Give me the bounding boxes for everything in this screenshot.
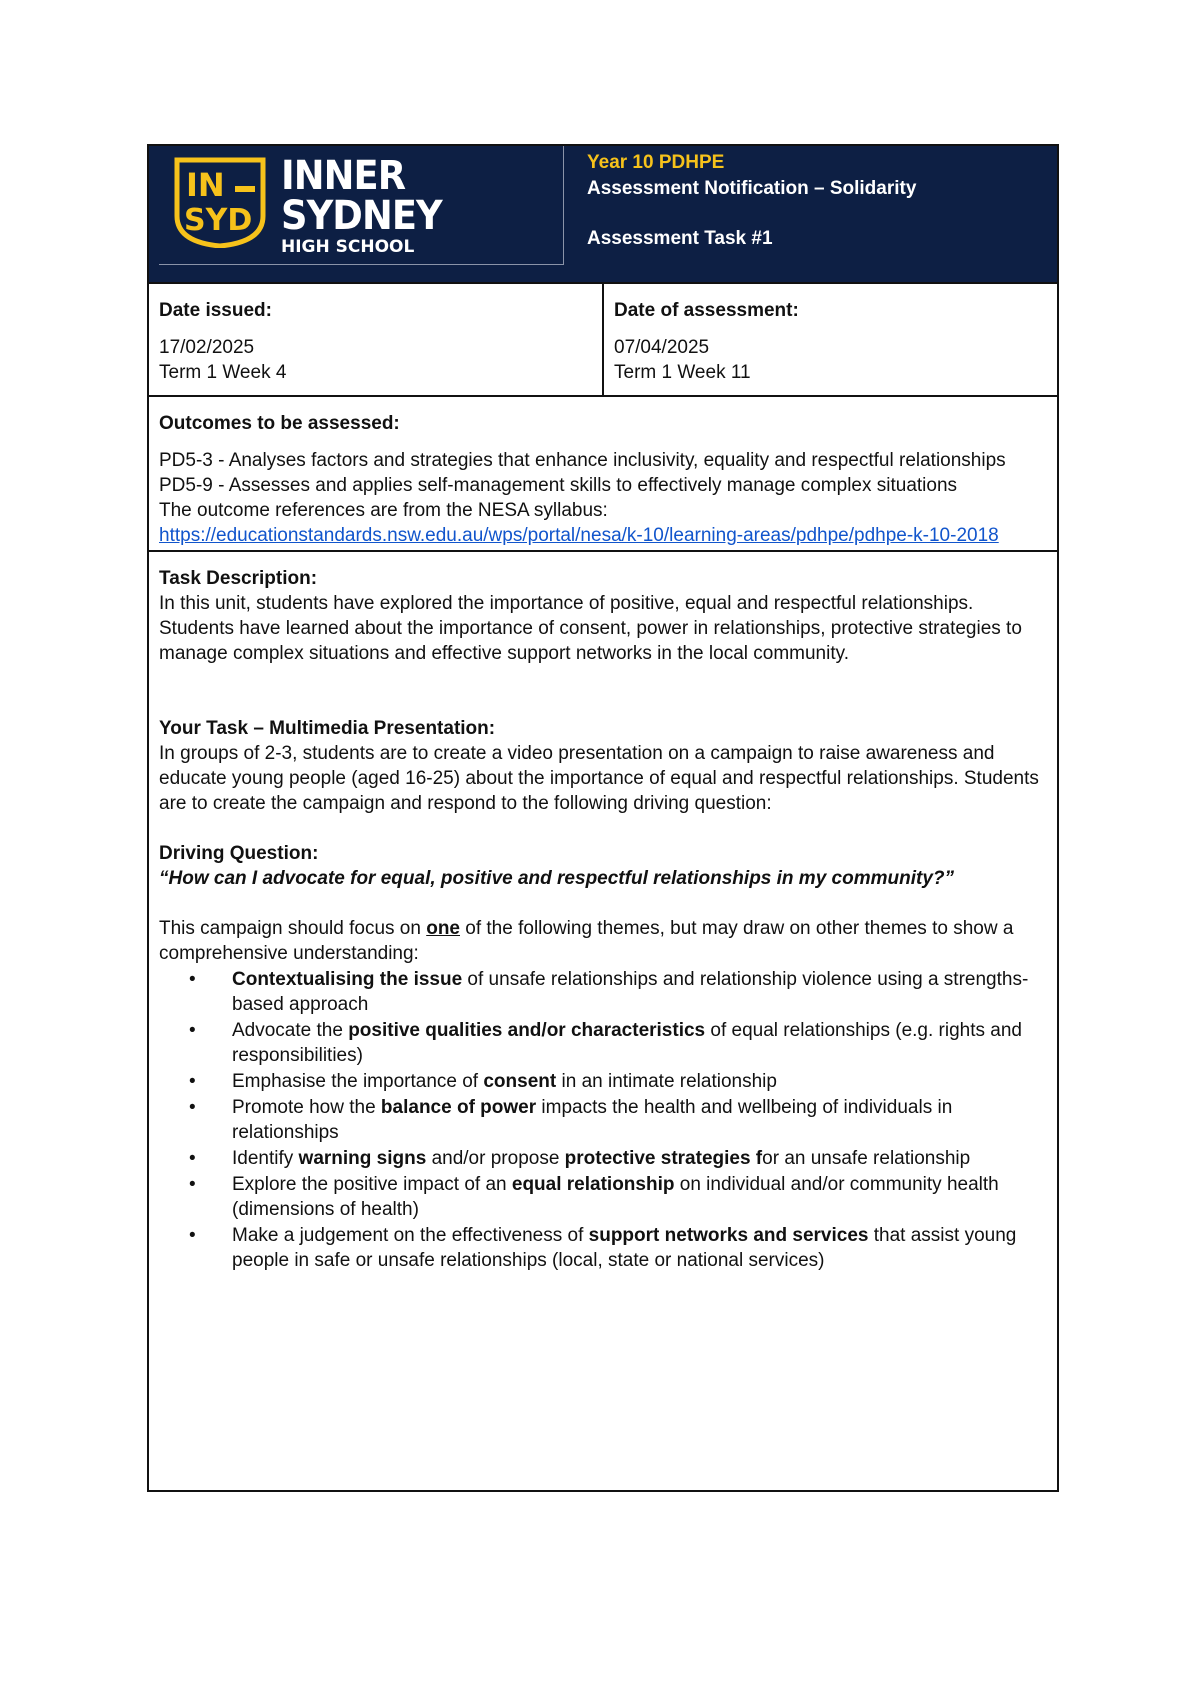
task-title: Assessment Task #1 bbox=[587, 228, 773, 249]
list-item: • Identify warning signs and/or propose protective strategies for an unsafe relationship bbox=[189, 1148, 971, 1169]
notification-title: Assessment Notification – Solidarity bbox=[587, 178, 917, 199]
focus-instruction: This campaign should focus on one of the following themes, but may draw on other themes to show a comprehensive understanding: bbox=[159, 918, 1014, 964]
bullet-icon: • bbox=[189, 1148, 196, 1169]
date-assessment-value: 07/04/2025 bbox=[614, 337, 710, 358]
date-assessment-term: Term 1 Week 11 bbox=[614, 362, 751, 383]
bullet-icon: • bbox=[189, 1174, 196, 1195]
list-item: • Make a judgement on the effectiveness of support networks and services that assist young people in safe or unsafe relationships (local, state or national services) bbox=[189, 1225, 1017, 1271]
dates-row bbox=[149, 284, 1057, 397]
school-name-line2: SYDNEY bbox=[281, 193, 442, 239]
date-assessment-cell bbox=[604, 284, 1057, 395]
bullet-icon: • bbox=[189, 1071, 196, 1092]
themes-list bbox=[159, 967, 1047, 1273]
outcomes-section bbox=[149, 397, 1057, 552]
badge-line1: IN bbox=[186, 166, 225, 204]
your-task-label: Your Task – Multimedia Presentation: bbox=[159, 718, 496, 739]
school-name-line3: HIGH SCHOOL bbox=[281, 237, 415, 257]
date-assessment-label: Date of assessment: bbox=[614, 300, 799, 321]
list-item: • Emphasise the importance of consent in an intimate relationship bbox=[189, 1071, 777, 1092]
bullet-icon: • bbox=[189, 969, 196, 990]
assessment-document bbox=[147, 144, 1059, 1492]
task-section bbox=[149, 552, 1057, 1490]
date-issued-value: 17/02/2025 bbox=[159, 337, 255, 358]
school-logo bbox=[159, 146, 564, 265]
date-issued-term: Term 1 Week 4 bbox=[159, 362, 287, 383]
date-issued-cell bbox=[149, 284, 604, 395]
bullet-icon: • bbox=[189, 1097, 196, 1118]
bullet-icon: • bbox=[189, 1020, 196, 1041]
task-description: In this unit, students have explored the importance of positive, equal and respectful relationships. Students have learned about the importance of consent, power in relationships, protective strategies to manage complex situations and effective support networks in the local community. bbox=[159, 593, 1022, 664]
nesa-syllabus-link[interactable]: https://educationstandards.nsw.edu.au/wps/portal/nesa/k-10/learning-areas/pdhpe/pdhpe-k-10-2018 bbox=[159, 525, 999, 546]
list-item: • Contextualising the issue of unsafe relationships and relationship violence using a strengths-based approach bbox=[189, 969, 1029, 1015]
task-description-label: Task Description: bbox=[159, 568, 318, 589]
outcome-item: PD5-9 - Assesses and applies self-management skills to effectively manage complex situations bbox=[159, 475, 958, 496]
list-item: • Advocate the positive qualities and/or characteristics of equal relationships (e.g. rights and responsibilities) bbox=[189, 1020, 1022, 1066]
driving-question: “How can I advocate for equal, positive and respectful relationships in my community?” bbox=[159, 868, 955, 889]
list-item: • Explore the positive impact of an equal relationship on individual and/or community health (dimensions of health) bbox=[189, 1174, 999, 1220]
outcomes-label: Outcomes to be assessed: bbox=[159, 413, 400, 434]
driving-question-label: Driving Question: bbox=[159, 843, 319, 864]
school-badge-icon bbox=[173, 156, 267, 248]
course-title: Year 10 PDHPE bbox=[587, 152, 725, 173]
date-issued-label: Date issued: bbox=[159, 300, 272, 321]
outcome-reference-note: The outcome references are from the NESA syllabus: bbox=[159, 500, 608, 521]
outcome-item: PD5-3 - Analyses factors and strategies that enhance inclusivity, equality and respectful relationships bbox=[159, 450, 1006, 471]
header-titles bbox=[587, 150, 916, 252]
bullet-icon: • bbox=[189, 1225, 196, 1246]
school-name bbox=[281, 153, 456, 257]
document-header bbox=[149, 146, 1057, 284]
badge-line2: SYD bbox=[184, 203, 253, 238]
school-name-line1: INNER bbox=[281, 153, 406, 199]
list-item: • Promote how the balance of power impacts the health and wellbeing of individuals in relationships bbox=[189, 1097, 953, 1143]
your-task-text: In groups of 2-3, students are to create a video presentation on a campaign to raise awareness and educate young people (aged 16-25) about the importance of equal and respectful relationships. Students are to create the campaign and respond to the following driving question: bbox=[159, 743, 1039, 814]
focus-emphasis: one bbox=[426, 918, 460, 939]
